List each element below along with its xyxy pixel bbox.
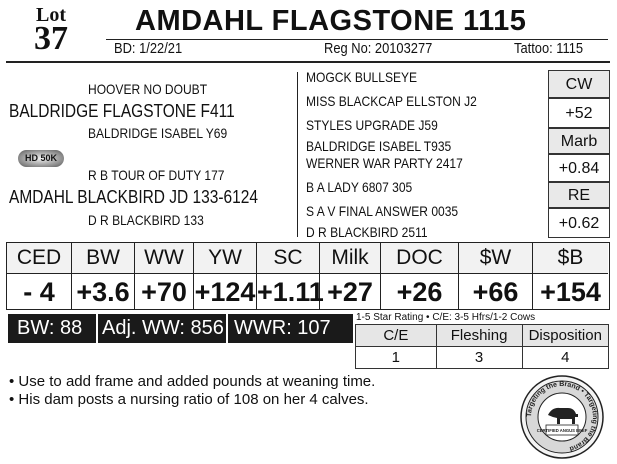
hd50k-badge: HD 50K bbox=[18, 150, 64, 167]
epd-yw bbox=[194, 243, 257, 309]
pedigree-right-line: MOGCK BULLSEYE bbox=[306, 69, 418, 85]
epd-value: +27 bbox=[327, 277, 373, 307]
epd-sc bbox=[257, 243, 324, 309]
pedigree-right-line: BALDRIDGE ISABEL T935 bbox=[306, 138, 452, 154]
cw-value: +52 bbox=[548, 98, 610, 128]
section-divider bbox=[6, 61, 610, 63]
rating-header-ce: C/E bbox=[356, 325, 437, 347]
epd-value: +1.11 bbox=[257, 277, 324, 307]
epd-dollar-w bbox=[459, 243, 533, 309]
epd-value: +70 bbox=[141, 277, 187, 307]
note-line: • Use to add frame and added pounds at weaning time. bbox=[9, 373, 376, 390]
epd-table bbox=[6, 242, 610, 310]
rating-caption: 1-5 Star Rating • C/E: 3-5 Hfrs/1-2 Cows bbox=[356, 312, 536, 323]
seal-ring-text: Targeting the Brand • Targeting the Brand bbox=[525, 380, 599, 453]
sire-dam: BALDRIDGE ISABEL Y69 bbox=[88, 125, 228, 141]
epd-milk bbox=[320, 243, 381, 309]
registration-number: Reg No: 20103277 bbox=[324, 40, 433, 57]
weights-bar bbox=[8, 314, 353, 343]
lot-number: 37 bbox=[34, 20, 68, 57]
dam-sire: R B TOUR OF DUTY 177 bbox=[88, 167, 225, 183]
seal-center-text: CERTIFIED ANGUS BEEF bbox=[536, 428, 588, 433]
epd-value: +66 bbox=[472, 277, 519, 307]
epd-doc bbox=[381, 243, 459, 309]
rating-table bbox=[355, 324, 609, 369]
pedigree-right-line: S A V FINAL ANSWER 0035 bbox=[306, 203, 459, 219]
birth-date: BD: 1/22/21 bbox=[114, 40, 183, 57]
re-value: +0.62 bbox=[548, 208, 610, 238]
rating-value-fleshing: 3 bbox=[436, 347, 522, 369]
rating-value-ce: 1 bbox=[356, 347, 437, 369]
epd-label: $W bbox=[459, 243, 532, 274]
pedigree-right-line: D R BLACKBIRD 2511 bbox=[306, 224, 428, 240]
epd-label: Milk bbox=[320, 243, 380, 274]
rating-header-fleshing: Fleshing bbox=[436, 325, 522, 347]
dam-dam: D R BLACKBIRD 133 bbox=[88, 212, 204, 228]
epd-bw bbox=[72, 243, 135, 309]
dam: AMDAHL BLACKBIRD JD 133-6124 bbox=[9, 187, 258, 207]
rating-value-disposition: 4 bbox=[522, 347, 609, 369]
epd-value: +26 bbox=[396, 277, 443, 307]
pedigree-right-line: STYLES UPGRADE J59 bbox=[306, 117, 438, 133]
epd-ced bbox=[7, 243, 72, 309]
pedigree-divider bbox=[297, 72, 298, 237]
tattoo: Tattoo: 1115 bbox=[514, 40, 584, 57]
pedigree-right-line: B A LADY 6807 305 bbox=[306, 179, 413, 195]
marb-label: Marb bbox=[548, 128, 610, 154]
adjusted-weaning-weight: Adj. WW: 856 bbox=[102, 317, 224, 339]
epd-ww bbox=[135, 243, 194, 309]
epd-label: $B bbox=[533, 243, 608, 274]
weaning-weight-ratio: WWR: 107 bbox=[234, 317, 331, 339]
cw-label: CW bbox=[548, 70, 610, 98]
stat-separator bbox=[226, 314, 228, 343]
epd-label: BW bbox=[72, 243, 134, 274]
epd-label: WW bbox=[135, 243, 193, 274]
sire-sire: HOOVER NO DOUBT bbox=[88, 81, 208, 97]
sire: BALDRIDGE FLAGSTONE F411 bbox=[9, 101, 235, 121]
stat-separator bbox=[96, 314, 98, 343]
re-label: RE bbox=[548, 182, 610, 208]
animal-name: AMDAHL FLAGSTONE 1115 bbox=[135, 5, 527, 37]
epd-value: +124 bbox=[194, 277, 256, 307]
pedigree-right-line: WERNER WAR PARTY 2417 bbox=[306, 155, 463, 171]
epd-label: DOC bbox=[381, 243, 458, 274]
epd-value: +3.6 bbox=[76, 277, 130, 307]
epd-dollar-b bbox=[533, 243, 608, 309]
pedigree-right-line: MISS BLACKCAP ELLSTON J2 bbox=[306, 93, 477, 109]
epd-label: YW bbox=[194, 243, 256, 274]
birth-weight: BW: 88 bbox=[17, 317, 83, 339]
rating-header-disposition: Disposition bbox=[522, 325, 609, 347]
epd-value: +154 bbox=[540, 277, 601, 307]
marb-value: +0.84 bbox=[548, 154, 610, 182]
epd-value: - 4 bbox=[23, 277, 55, 307]
epd-label: CED bbox=[7, 243, 71, 274]
epd-label: SC bbox=[257, 243, 319, 274]
certified-angus-beef-seal-icon bbox=[520, 375, 604, 459]
note-line: • His dam posts a nursing ratio of 108 on her 4 calves. bbox=[9, 391, 369, 408]
lot-label: Lot bbox=[36, 4, 66, 26]
